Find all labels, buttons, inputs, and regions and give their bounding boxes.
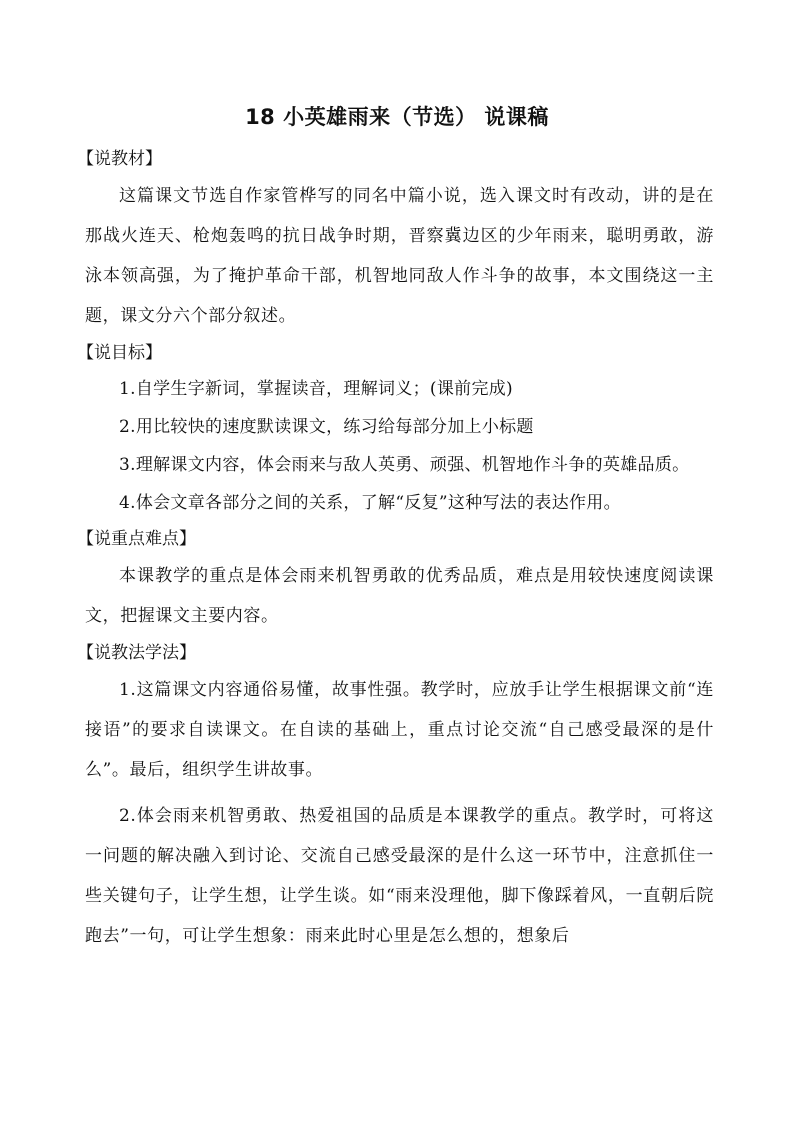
objective-item-3: 3.理解课文内容，体会雨来与敌人英勇、顽强、机智地作斗争的英雄品质。 [119, 455, 690, 475]
section-heading-methods: 【说教法学法】 [77, 643, 196, 663]
section-heading-key-points: 【说重点难点】 [77, 529, 196, 549]
teaching-material-paragraph: 这篇课文节选自作家管桦写的同名中篇小说，选入课文时有改动，讲的是在那战火连天、枪炮轰鸣的抗日战争时期，晋察冀边区的少年雨来，聪明勇敢，游泳本领高强，为了掩护革命干部，机智地同敌人作斗争的故事，本文围绕这一主题，课文分六个部分叙述。 [85, 186, 714, 326]
page-title: 18 小英雄雨来（节选） 说课稿 [245, 105, 549, 129]
objective-item-4: 4.体会文章各部分之间的关系，了解“反复”这种写法的表达作用。 [119, 493, 621, 513]
section-heading-teaching-material: 【说教材】 [77, 149, 162, 169]
objective-item-1: 1.自学生字新词，掌握读音，理解词义；(课前完成) [119, 379, 513, 399]
methods-paragraph-1: 1.这篇课文内容通俗易懂，故事性强。教学时，应放手让学生根据课文前“连接语”的要求自读课文。在自读的基础上，重点讨论交流“自己感受最深的是什么”。最后，组织学生讲故事。 [85, 680, 714, 780]
key-points-paragraph: 本课教学的重点是体会雨来机智勇敢的优秀品质，难点是用较快速度阅读课文，把握课文主要内容。 [85, 566, 714, 626]
methods-paragraph-2: 2.体会雨来机智勇敢、热爱祖国的品质是本课教学的重点。教学时，可将这一问题的解决融入到讨论、交流自己感受最深的是什么这一环节中，注意抓住一些关键句子，让学生想，让学生谈。如“雨来没理他，脚下像踩着风，一直朝后院跑去”一句，可让学生想象：雨来此时心里是怎么想的，想象后 [85, 806, 714, 946]
section-heading-objectives: 【说目标】 [77, 343, 162, 363]
objective-item-2: 2.用比较快的速度默读课文，练习给每部分加上小标题 [119, 417, 534, 437]
document-body [77, 142, 714, 956]
